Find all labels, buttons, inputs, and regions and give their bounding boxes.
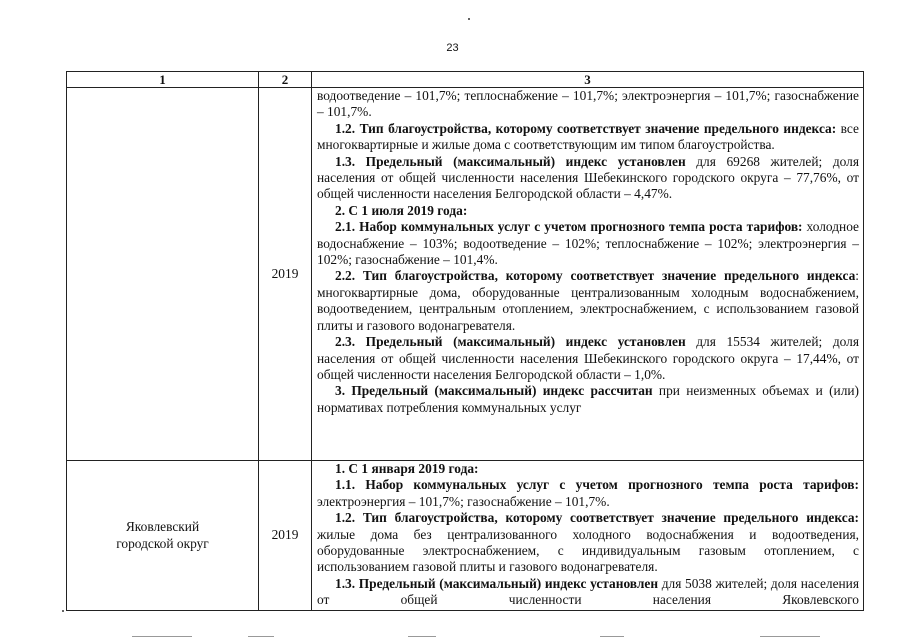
scan-artifact-line	[600, 636, 624, 637]
scan-speck	[468, 18, 470, 20]
paragraph: 2.1. Набор коммунальных услуг с учетом прогнозного темпа роста тарифов: холодное водоснабжение – 103%; водоотведение – 102%; теплоснабжение – 102%; электроэнергия – 102%; газоснабжение – 101,4%.	[317, 219, 859, 268]
paragraph: 1. С 1 января 2019 года:	[335, 461, 479, 476]
paragraph: 1.3. Предельный (максимальный) индекс установлен для 69268 жителей; доля населения от общей численности населения Шебекинского городского округа – 77,76%, от общей численности населения Белгородской области – 4,47%.	[317, 153, 860, 202]
scan-artifact-line	[248, 636, 274, 637]
paragraph: 2. С 1 июля 2019 года:	[335, 202, 468, 218]
year-cell: 2019	[259, 461, 312, 611]
header-col-3: 3	[312, 72, 864, 88]
region-cell: Яковлевский городской округ	[67, 461, 259, 611]
table-row	[67, 461, 864, 611]
scan-speck	[62, 610, 64, 612]
paragraph: водоотведение – 101,7%; теплоснабжение – 101,7%; электроэнергия – 101,7%; газоснабжение – 101,7%.	[317, 88, 859, 120]
description-cell	[312, 88, 864, 461]
paragraph: 1.3. Предельный (максимальный) индекс установлен для 5038 жителей; доля населения от общей численности населения Яковлевского	[317, 575, 860, 608]
paragraph: 3. Предельный (максимальный) индекс рассчитан при неизменных объемах и (или) нормативах потребления коммунальных услуг	[317, 383, 859, 415]
scan-artifact-line	[760, 636, 820, 637]
year-cell: 2019	[259, 88, 312, 461]
table-row	[67, 88, 864, 461]
paragraph: 2.3. Предельный (максимальный) индекс установлен для 15534 жителей; доля населения от общей численности населения Шебекинского городского округа – 17,44%, от общей численности населения Белгородской области – 1,0%.	[317, 334, 860, 382]
header-col-1: 1	[67, 72, 259, 88]
region-cell	[67, 88, 259, 461]
page-number: 23	[446, 42, 459, 54]
paragraph: 1.2. Тип благоустройства, которому соответствует значение предельного индекса: жилые дома без централизованного холодного водоснабжения и водоотведения, оборудованные электроснабжением, с индивидуальным газовым отоплением, с использованием газовой плиты и газового водонагревателя.	[317, 510, 859, 575]
paragraph: 1.1. Набор коммунальных услуг с учетом прогнозного темпа роста тарифов: электроэнергия – 101,7%; газоснабжение – 101,7%.	[317, 477, 859, 509]
table-header-row	[67, 72, 864, 88]
scan-artifact-line	[132, 636, 192, 637]
header-col-2: 2	[259, 72, 312, 88]
paragraph: 1.2. Тип благоустройства, которому соответствует значение предельного индекса: все многоквартирные и жилые дома с соответствующим им типом благоустройства.	[317, 120, 859, 153]
data-table	[66, 71, 864, 611]
scan-artifact-line	[408, 636, 436, 637]
description-cell	[312, 461, 864, 611]
paragraph: 2.2. Тип благоустройства, которому соответствует значение предельного индекса: многоквартирные дома, оборудованные централизованным холодным водоснабжением, водоотведением, центральным отоплением, электроснабжением, с использованием газовой плиты и газового водонагревателя.	[317, 268, 859, 333]
